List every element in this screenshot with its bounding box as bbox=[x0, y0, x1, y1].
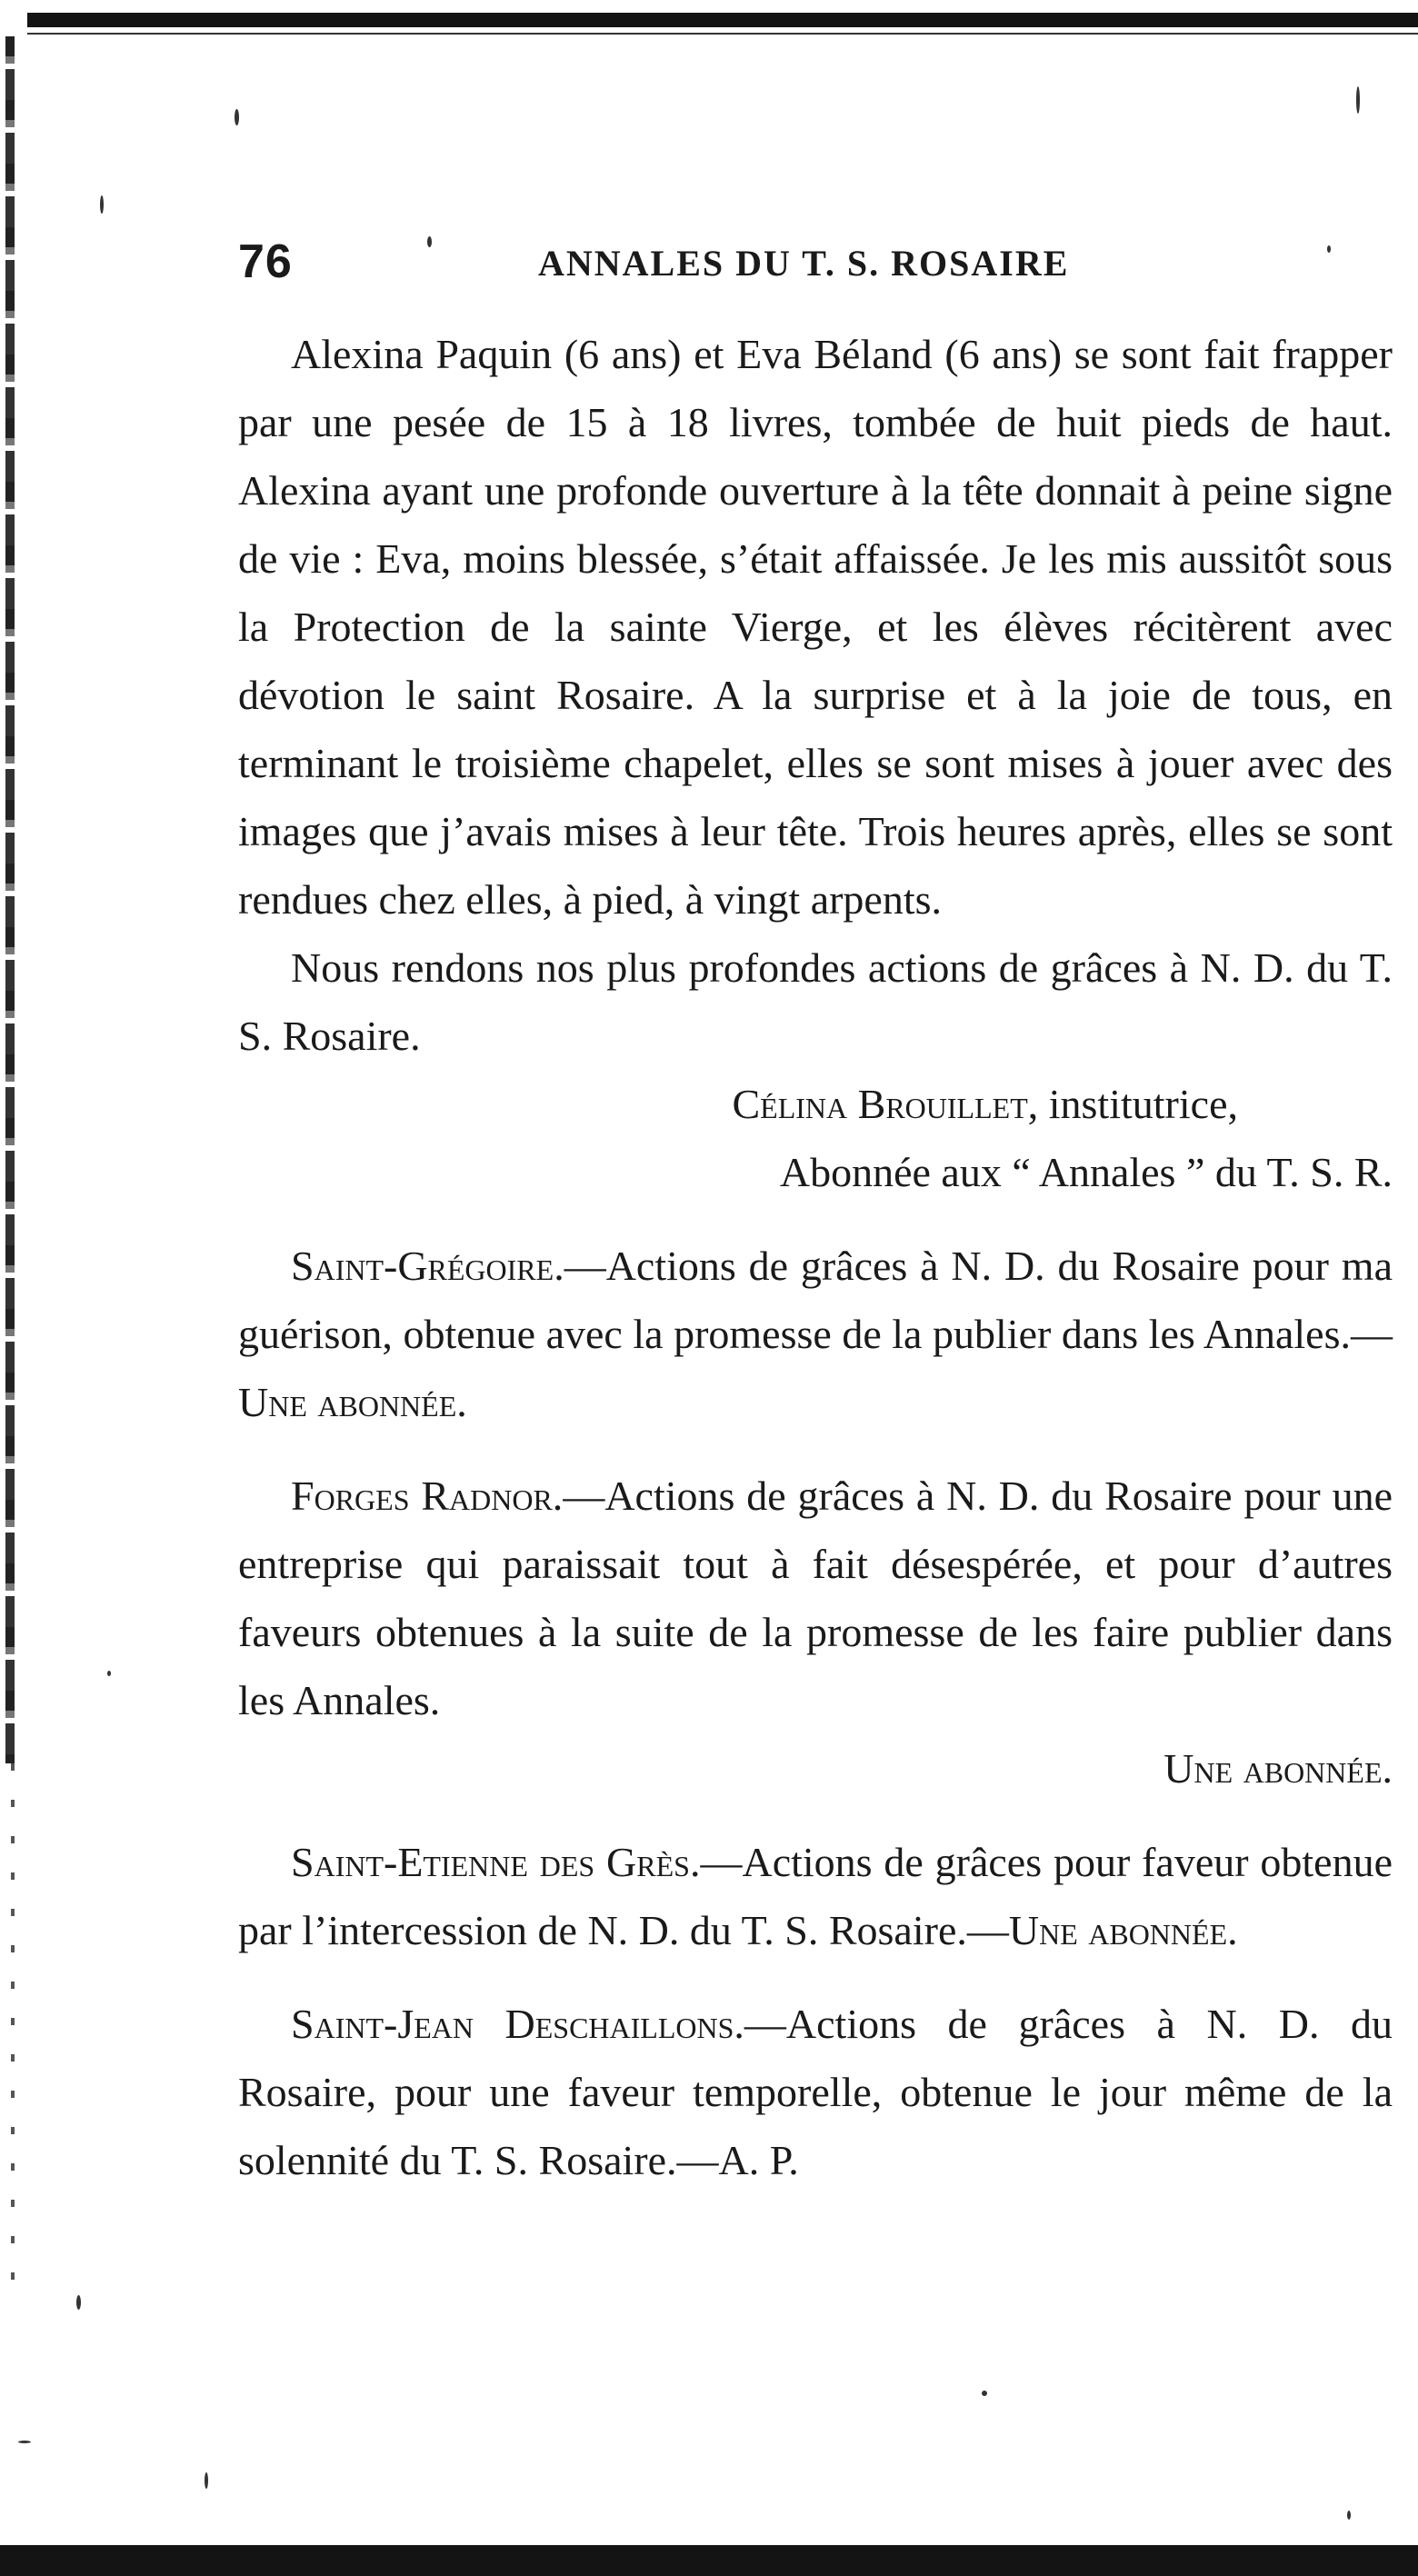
entry-saint-etienne-des-gres bbox=[238, 1828, 1393, 1964]
page-number: 76 bbox=[238, 235, 293, 288]
page-body bbox=[238, 320, 1393, 2194]
entry-text: —Actions de grâces pour faveur obtenue par l’intercession de N. D. du T. S. Rosaire.— bbox=[238, 1839, 1393, 1953]
signature-role: , institutrice, bbox=[1027, 1081, 1238, 1127]
entry-place: Forges Radnor. bbox=[291, 1473, 564, 1519]
scan-speck bbox=[205, 2472, 208, 2489]
scan-speck bbox=[235, 109, 239, 125]
scan-speck bbox=[18, 2441, 31, 2443]
entry-forges-radnor bbox=[238, 1462, 1393, 1734]
signature-name: Célina Brouillet bbox=[732, 1081, 1028, 1127]
scan-speck bbox=[982, 2391, 987, 2396]
article-signature bbox=[238, 1070, 1393, 1138]
entry-signature: A. P. bbox=[718, 2137, 799, 2183]
entry-place: Saint-Jean Deschaillons. bbox=[291, 2001, 744, 2047]
bottom-border-rule bbox=[0, 2545, 1418, 2576]
article-paragraph-1: Alexina Paquin (6 ans) et Eva Béland (6 ans) se sont fait frapper par une pesée de 15 à 18 livres, tombée de huit pieds de haut. Alexina ayant une profonde ouverture à la tête donnait à peine signe de vie : Eva, moins blessée, s’était affaissée. Je les mis aussitôt sous la Protection de la sainte Vierge, et les élèves récitèrent avec dévotion le saint Rosaire. A la surprise et à la joie de tous, en terminant le troisième chapelet, elles se sont mises à jouer avec des images que j’avais mises à leur tête. Trois heures après, elles se sont rendues chez elles, à pied, à vingt arpents. bbox=[238, 331, 1393, 923]
binding-edge bbox=[5, 36, 15, 1763]
running-head: ANNALES DU T. S. ROSAIRE bbox=[538, 243, 1070, 284]
top-border-thin-rule bbox=[27, 33, 1418, 35]
entry-text: —Actions de grâces à N. D. du Rosaire, pour une faveur temporelle, obtenue le jour même de la solennité du T. S. Rosaire.— bbox=[238, 2001, 1393, 2183]
article-signature-line-2: Abonnée aux “ Annales ” du T. S. R. bbox=[779, 1149, 1393, 1195]
binding-edge-lower bbox=[11, 1763, 15, 2309]
entry-signature: Une abonnée. bbox=[238, 1379, 467, 1425]
scan-speck bbox=[1347, 2511, 1351, 2520]
entry-signature: Une abonnée. bbox=[1008, 1907, 1238, 1953]
entry-signature bbox=[238, 1734, 1393, 1802]
entry-signature-text: Une abonnée. bbox=[1163, 1745, 1393, 1792]
top-border-rule bbox=[27, 13, 1418, 27]
entry-place: Saint-Etienne des Grès. bbox=[291, 1839, 701, 1885]
scan-speck bbox=[1356, 86, 1360, 114]
entry-text: —Actions de grâces à N. D. du Rosaire pour ma guérison, obtenue avec la promesse de la publier dans les Annales.— bbox=[238, 1243, 1393, 1357]
entry-saint-gregoire bbox=[238, 1232, 1393, 1436]
entry-text: —Actions de grâces à N. D. du Rosaire pour une entreprise qui paraissait tout à fait désespérée, et pour d’autres faveurs obtenues à la suite de la promesse de les faire publier dans les Annales. bbox=[238, 1473, 1393, 1723]
scan-speck bbox=[107, 1671, 111, 1676]
entry-saint-jean-deschaillons bbox=[238, 1990, 1393, 2194]
scan-speck bbox=[76, 2295, 81, 2310]
scan-speck bbox=[100, 195, 104, 214]
article-paragraph-2: Nous rendons nos plus profondes actions de grâces à N. D. du T. S. Rosaire. bbox=[238, 944, 1393, 1059]
entry-place: Saint-Grégoire. bbox=[291, 1243, 564, 1289]
page-header bbox=[238, 235, 1402, 289]
